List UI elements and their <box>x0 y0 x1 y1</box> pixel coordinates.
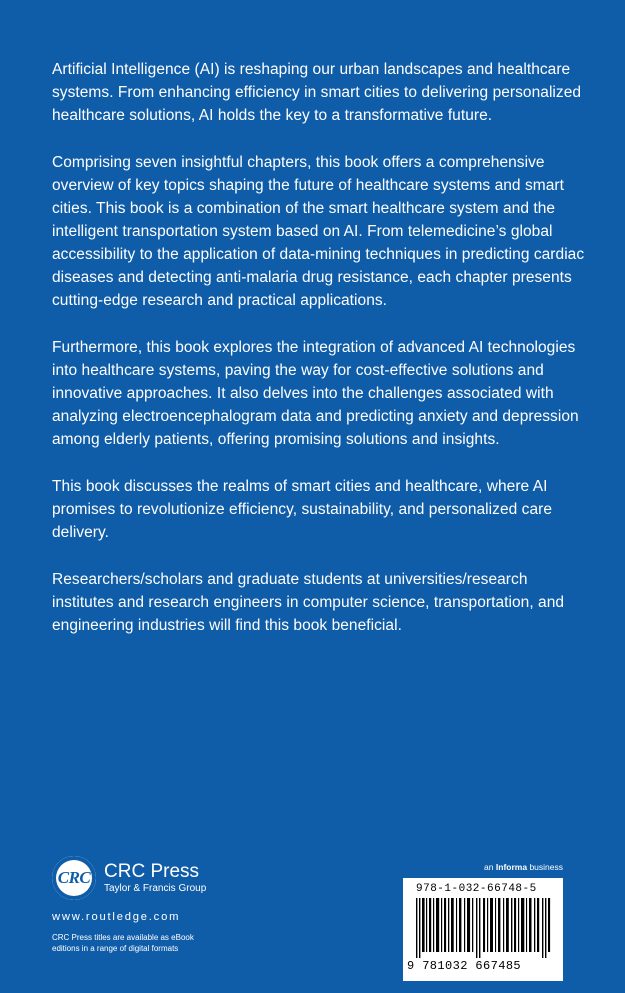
ean-digits: 9 781032 667485 <box>407 959 522 973</box>
back-cover-description <box>52 58 587 661</box>
informa-business-label <box>403 862 563 873</box>
publisher-name: CRC Press <box>104 860 200 882</box>
ebook-availability-note: CRC Press titles are available as eBook editions in a range of digital formats <box>52 933 194 953</box>
publisher-group: Taylor & Francis Group <box>104 882 207 894</box>
isbn-text: 978-1-032-66748-5 <box>416 883 537 895</box>
description-paragraph-1: Artificial Intelligence (AI) is reshaping our urban landscapes and healthcare systems. From enhancing efficiency in smart cities to delivering personalized healthcare solutions, AI holds the key to a transformative future. <box>52 61 582 124</box>
barcode-icon <box>416 898 551 958</box>
informa-prefix: an <box>484 862 494 872</box>
description-paragraph-2: Comprising seven insightful chapters, this book offers a comprehensive overview of key topics shaping the future of healthcare systems and smart cities. This book is a combination of the smart healthcare system and the intelligent transportation system based on AI. From telemedicine’s global accessibility to the application of data-mining techniques in predicting cardiac diseases and detecting anti-malaria drug resistance, each chapter presents cutting-edge research and practical applications. <box>52 154 585 309</box>
description-paragraph-4: This book discusses the realms of smart cities and healthcare, where AI promises to revolutionize efficiency, sustainability, and personalized care delivery. <box>52 478 553 541</box>
informa-suffix: business <box>529 862 563 872</box>
crc-logo-icon: CRC <box>52 856 96 900</box>
description-paragraph-5: Researchers/scholars and graduate students at universities/research institutes and research engineers in computer science, transportation, and engineering industries will find this book beneficial. <box>52 571 565 634</box>
publisher-name-block <box>104 862 206 895</box>
description-paragraph-3: Furthermore, this book explores the integration of advanced AI technologies into healthcare systems, paving the way for cost-effective solutions and innovative approaches. It also delves into the challenges associated with analyzing electroencephalogram data and predicting anxiety and depression among elderly patients, offering promising solutions and insights. <box>52 339 579 448</box>
publisher-logo-row <box>52 853 312 903</box>
publisher-block <box>52 853 312 954</box>
barcode-block <box>403 862 563 981</box>
barcode-panel <box>403 878 563 981</box>
publisher-website-link[interactable]: www.routledge.com <box>52 911 181 923</box>
informa-brand: Informa <box>495 862 528 872</box>
